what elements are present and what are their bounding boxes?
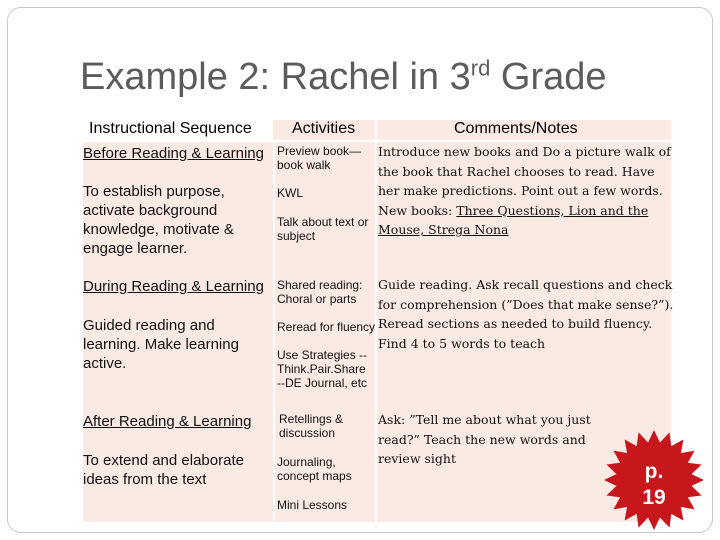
activity-journaling: Journaling, concept maps bbox=[277, 455, 352, 483]
notes-before: Introduce new books and Do a picture walk of the book that Rachel chooses to read. Have her make predictions. Point out a few words. New books: Three Questions, Lion and the Mouse, Strega Nona bbox=[378, 144, 671, 237]
badge-line-1: p. bbox=[644, 460, 664, 483]
activity-use-strategies: Use Strategies --Think.Pair.Share --DE Journal, etc bbox=[277, 348, 368, 390]
activity-preview-book: Preview book— book walk bbox=[277, 144, 362, 172]
section-during-reading: During Reading & Learning bbox=[83, 278, 264, 295]
slide-title: Example 2: Rachel in 3rd Grade bbox=[80, 55, 607, 98]
purpose-during: Guided reading and learning. Make learning active. bbox=[83, 317, 239, 372]
lesson-table bbox=[83, 120, 674, 522]
purpose-after: To extend and elaborate ideas from the text bbox=[83, 452, 244, 488]
header-activities: Activities bbox=[292, 120, 356, 137]
activity-mini-lessons: Mini Lessons bbox=[277, 498, 348, 512]
activity-retellings: Retellings & discussion bbox=[279, 412, 344, 440]
page-badge bbox=[596, 418, 708, 530]
activity-talk-about-text: Talk about text or subject bbox=[277, 215, 369, 243]
section-before-reading: Before Reading & Learning bbox=[83, 145, 264, 162]
notes-after: Ask: ”Tell me about what you just read?” Teach the new words and review sight bbox=[378, 412, 591, 466]
activity-shared-reading: Shared reading: Choral or parts bbox=[277, 278, 363, 306]
section-after-reading: After Reading & Learning bbox=[83, 413, 252, 430]
header-comments-notes: Comments/Notes bbox=[454, 120, 578, 137]
notes-during: Guide reading. Ask recall questions and check for comprehension (”Does that make sense?”). Reread sections as needed to build fluency. Find 4 to 5 words to teach bbox=[378, 277, 674, 351]
purpose-before: To establish purpose, activate background knowledge, motivate & engage learner. bbox=[83, 183, 234, 257]
header-instructional-sequence: Instructional Sequence bbox=[89, 120, 252, 137]
badge-line-2: 19 bbox=[642, 486, 666, 509]
activity-kwl: KWL bbox=[277, 186, 304, 200]
activity-reread-fluency: Reread for fluency bbox=[277, 320, 376, 334]
